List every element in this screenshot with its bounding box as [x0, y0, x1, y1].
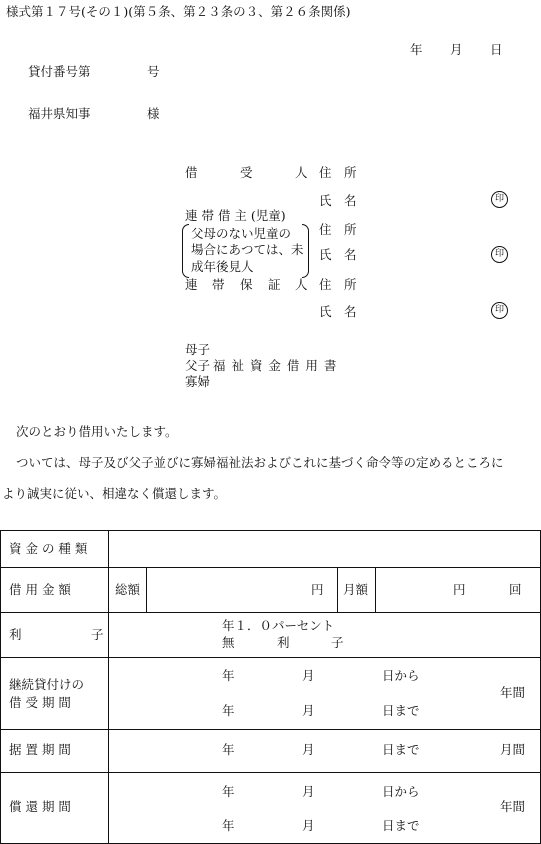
date-day-label: 日	[490, 42, 503, 57]
monthly-yen-label: 円	[453, 582, 466, 597]
guarantor-name-label: 氏 名	[319, 304, 357, 319]
repayment-until-year: 年	[222, 818, 235, 833]
title-main: 福 祉 資 金 借 用 書	[213, 358, 338, 373]
body-line-1: 次のとおり借用いたします。	[16, 424, 178, 439]
deferment-year: 年	[222, 742, 235, 757]
table-rule-v	[146, 567, 147, 612]
repayment-period-label: 償 還 期 間	[9, 799, 71, 814]
table-rule	[0, 657, 541, 658]
table-rule	[0, 612, 541, 613]
continuous-years-label: 年間	[500, 685, 526, 700]
continuous-from-month: 月	[302, 668, 315, 683]
date-year-label: 年	[410, 42, 423, 57]
orphan-note-line: 父母のない児童の	[191, 226, 292, 241]
repayment-years-label: 年間	[500, 799, 526, 814]
title-prefix-line: 寡婦	[185, 374, 211, 389]
deferment-until-day: 日まで	[382, 742, 420, 757]
table-rule-v	[337, 567, 338, 612]
total-yen-label: 円	[311, 582, 324, 597]
fund-type-label: 資 金 の 種 類	[9, 541, 88, 556]
guarantor-label-char: 人	[295, 277, 308, 292]
borrower-label-char: 借	[185, 165, 198, 180]
joint-borrower-address-label: 住 所	[319, 222, 357, 237]
continuous-until-year: 年	[222, 703, 235, 718]
deferment-month: 月	[302, 742, 315, 757]
orphan-note-line: 成年後見人	[191, 259, 254, 274]
addressee-honorific: 様	[147, 106, 160, 121]
table-rule	[0, 772, 541, 773]
table-rule	[0, 729, 541, 730]
table-rule	[0, 530, 541, 531]
continuous-until-month: 月	[302, 703, 315, 718]
body-line-3: より誠実に従い、相違なく償還します。	[2, 486, 227, 501]
continuous-period-label-line: 継続貸付けの	[9, 677, 85, 692]
joint-borrower-seal-mark: 印	[491, 246, 508, 263]
interest-free-char: 利	[277, 635, 290, 650]
joint-borrower-name-label: 氏 名	[319, 247, 357, 262]
title-prefix-line: 母子	[185, 342, 211, 357]
table-rule-v	[0, 530, 1, 844]
deferment-period-label: 据 置 期 間	[9, 742, 71, 757]
body-line-2: ついては、母子及び父子並びに寡婦福祉法およびこれに基づく命令等の定めるところに	[16, 455, 504, 470]
continuous-from-day: 日から	[382, 668, 420, 683]
guarantor-label-char: 連	[185, 277, 198, 292]
addressee: 福井県知事	[28, 106, 91, 121]
total-amount-label: 総額	[115, 582, 141, 597]
borrower-name-label: 氏 名	[319, 193, 357, 208]
interest-label-char: 子	[91, 627, 104, 642]
repayment-from-month: 月	[302, 784, 315, 799]
monthly-amount-label: 月額	[343, 582, 369, 597]
borrower-label-char: 受	[240, 165, 253, 180]
borrower-address-label: 住 所	[319, 165, 357, 180]
guarantor-label-char: 保	[240, 277, 253, 292]
continuous-until-day: 日まで	[382, 703, 420, 718]
title-prefix-line: 父子	[185, 358, 211, 373]
guarantor-label-char: 証	[268, 277, 281, 292]
borrower-label-char: 人	[295, 165, 308, 180]
continuous-from-year: 年	[222, 668, 235, 683]
table-rule	[0, 567, 541, 568]
joint-borrower-label: 連 帯 借 主 (児童)	[185, 208, 286, 223]
loan-amount-label: 借 用 金 額	[9, 582, 71, 597]
borrower-seal-mark: 印	[491, 191, 508, 208]
orphan-note-line: 場合にあつては、未	[191, 242, 304, 257]
repayment-until-day: 日まで	[382, 818, 420, 833]
guarantor-address-label: 住 所	[319, 277, 357, 292]
guarantor-seal-mark: 印	[491, 302, 508, 319]
continuous-period-label-line: 借 受 期 間	[9, 695, 71, 710]
interest-rate-option: 年１．０パーセント	[222, 618, 335, 633]
interest-label-char: 利	[9, 627, 22, 642]
date-month-label: 月	[450, 42, 463, 57]
repayment-from-day: 日から	[382, 784, 420, 799]
loan-number-suffix: 号	[147, 64, 160, 79]
interest-free-char: 子	[331, 635, 344, 650]
repayment-until-month: 月	[302, 818, 315, 833]
loan-number-label: 貸付番号第	[28, 64, 91, 79]
deferment-months-label: 月間	[500, 742, 526, 757]
table-rule-v	[108, 530, 109, 844]
installments-label: 回	[509, 582, 522, 597]
table-rule-v	[375, 567, 376, 612]
guarantor-label-char: 帯	[212, 277, 225, 292]
form-number-label: 様式第１７号(その１)(第５条、第２３条の３、第２６条関係)	[6, 4, 351, 19]
repayment-from-year: 年	[222, 784, 235, 799]
interest-free-char: 無	[222, 635, 235, 650]
